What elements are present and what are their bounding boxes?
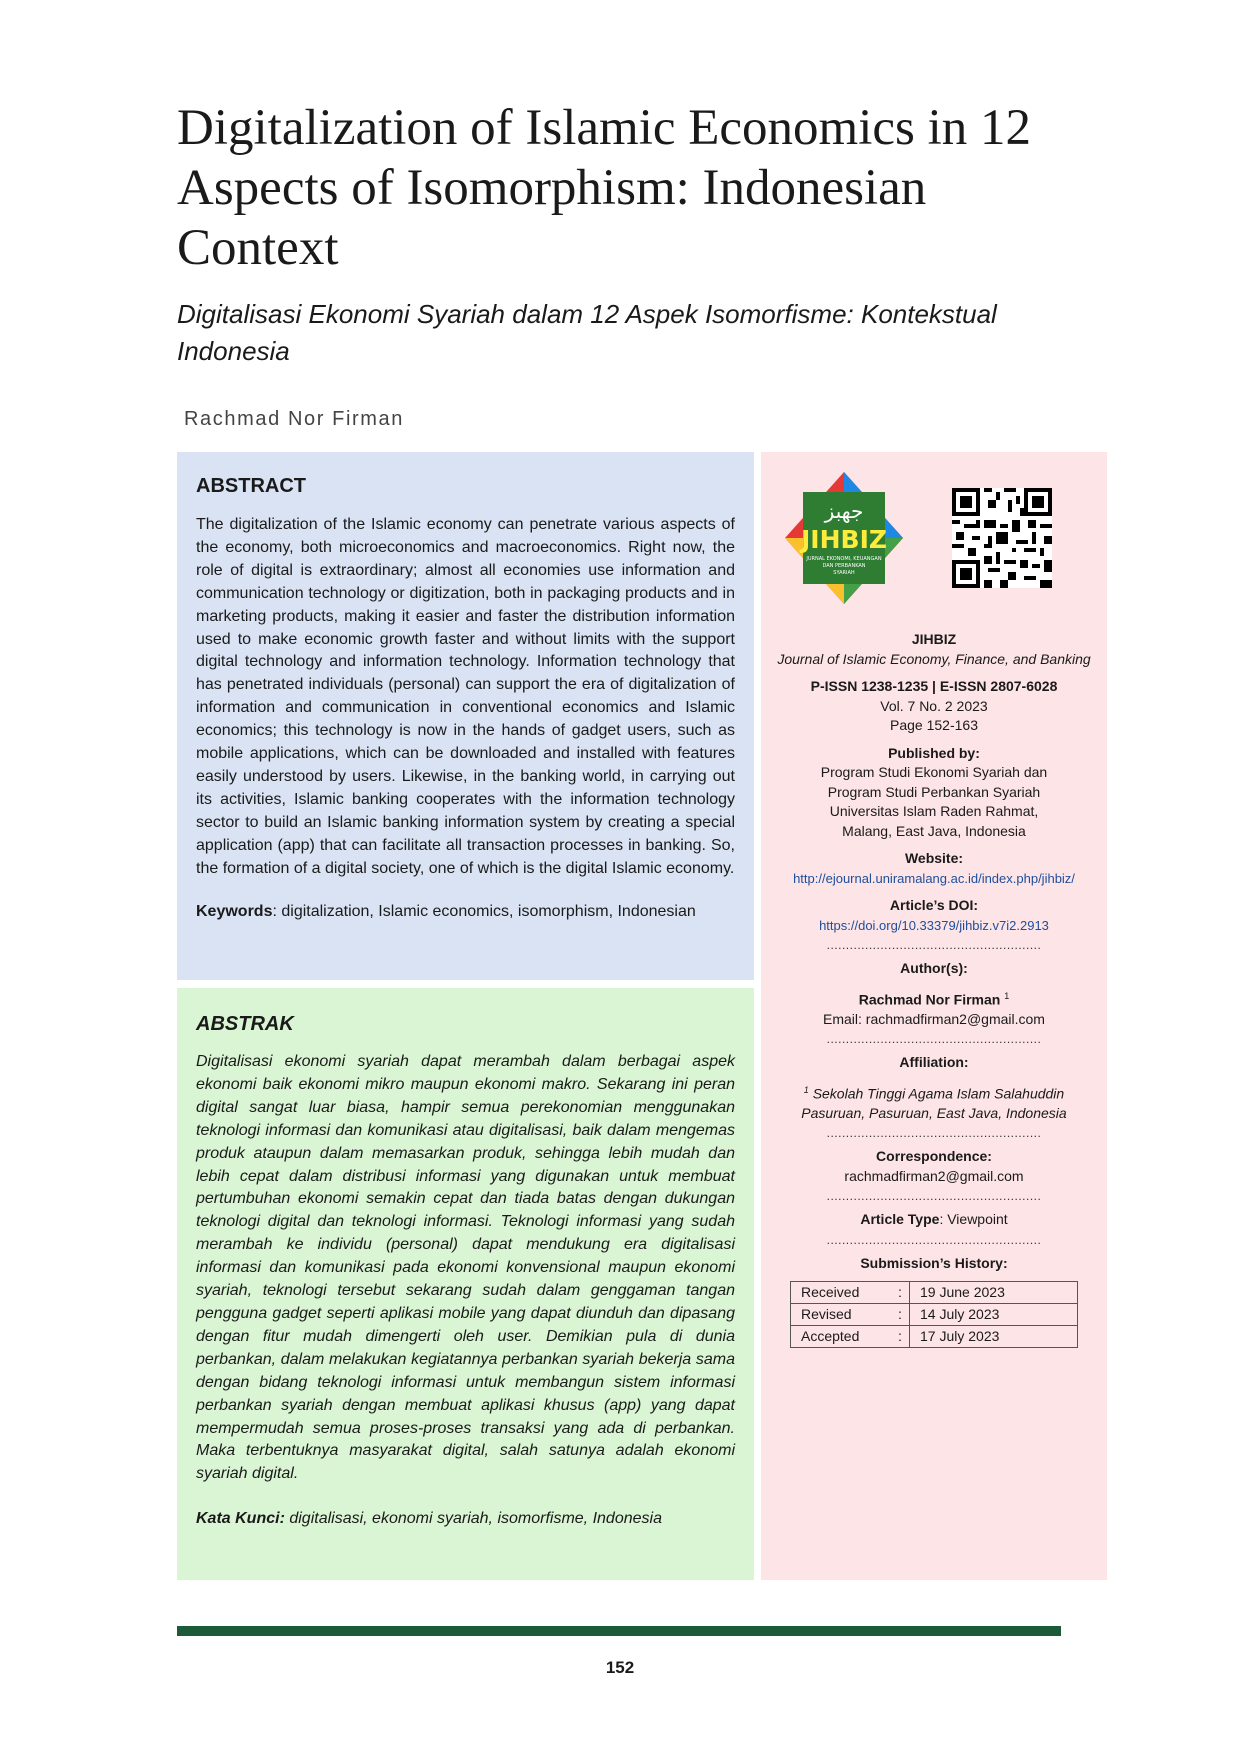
paper-title: Digitalization of Islamic Economics in 12 Aspects of Isomorphism: Indonesian Context [177,100,1032,276]
dotted-divider: ........................................................ [826,1032,1042,1047]
article-type-value: : Viewpoint [939,1211,1008,1228]
abstract-body: The digitalization of the Islamic economy can penetrate various aspects of the economy, both microeconomics and macroeconomics. Right now, the role of digital is extraordinary; almost all economies use information and communication technology or digitization, both in packaging products and in marketing products, making it easier and faster the distribution information used to make economic growth faster and without limits with the support digital technology and information technology. Information technology that has penetrated individuals (personal) can support the era of digitalization of information and communication in conventional economics and Islamic economics; this technology is now in the hands of gadget users, such as mobile applications, which can be downloaded and installed with features easily understood by users. Likewise, in the banking world, in carrying out its activities, Islamic banking cooperates with the information technology sector to build an Islamic banking information system by creating a special application (app) that can facilitate all transaction processes in banking. So, the formation of a digital society, one of which is the digital Islamic economy. [196,516,735,877]
history-event: Received [791,1282,892,1304]
author-superscript: 1 [1004,990,1010,1001]
doi-label: Article’s DOI: [889,897,979,913]
abstrak-body: Digitalisasi ekonomi syariah dapat merambah dalam berbagai aspek ekonomi baik ekonomi mikro maupun ekonomi makro. Sekarang ini peran digital sangat luar biasa, hampir semua perekonomian menggunakan teknologi informasi dan komunikasi atau digitalisasi, baik dalam mengemas produk ataupun dalam memasarkan produk, sehingga lebih mudah dan lebih cepat dalam distribusi informasi yang digunakan untuk membuat pertumbuhan ekonomi semakin cepat dan tiada batas dengan dukungan teknologi digital dan teknologi informasi. Teknologi informasi yang sudah merambah ke individu (personal) dapat mendukung era digitalisasi informasi dan komunikasi pada ekonomi konvensional maupun ekonomi syariah, teknologi tersebut sekarang sudah dalam genggaman tangan pengguna gadget seperti aplikasi mobile yang dapat diunduh dan dipasang dengan fitur mudah dimengerti oleh user. Demikian pula di dunia perbankan, dalam melakukan kegiatannya perbankan syariah bekerja sama dengan bidang teknologi informasi untuk membangun sistem informasi perbankan syariah dengan membuat aplikasi khusus (app) yang dapat mempermudah semua proses-proses transaksi yang ada di perbankan. Maka terbentuknya masyarakat digital, salah satunya adalah ekonomi syariah digital. [196,1053,735,1483]
submission-history-table [790,1281,1078,1348]
abstract-heading: ABSTRACT [196,475,306,497]
affiliation-superscript: 1 [803,1084,809,1095]
table-row [791,1304,1078,1326]
correspondence-label: Correspondence: [876,1148,992,1165]
dotted-divider: ........................................................ [826,1126,1042,1141]
doi-link[interactable]: https://doi.org/10.33379/jihbiz.v7i2.2913 [819,917,1049,933]
history-date: 19 June 2023 [910,1282,1078,1304]
history-event: Revised [791,1304,892,1326]
article-type [761,1210,1107,1230]
history-separator: : [891,1304,910,1326]
kata-kunci-label: Kata Kunci: [196,1510,285,1528]
volume: Vol. 7 No. 2 2023 [880,697,988,714]
journal-short-name: JIHBIZ [911,631,957,647]
logo-line-3: SYARIAH [833,570,855,576]
keywords-list: : digitalization, Islamic economics, isomorphism, Indonesian [272,902,696,920]
logo-arabic: جهبز [824,499,864,523]
correspondence-email: rachmadfirman2@gmail.com [844,1167,1024,1184]
author-email: Email: rachmadfirman2@gmail.com [823,1010,1045,1027]
logo-line-2: DAN PERBANKAN [822,563,866,569]
publisher-line-4: Malang, East Java, Indonesia [842,822,1026,839]
affiliation-line-1 [761,1081,1107,1104]
sidebar-author [761,987,1107,1010]
published-label: Published by: [888,744,980,761]
history-label: Submission’s History: [860,1254,1008,1271]
website-label: Website: [904,850,964,866]
history-event: Accepted [791,1326,892,1348]
history-separator: : [891,1282,910,1304]
jihbiz-logo [783,470,905,606]
table-row [791,1282,1078,1304]
affiliation-label: Affiliation: [899,1054,969,1071]
history-date: 14 July 2023 [910,1304,1078,1326]
abstract-indonesian [177,988,754,1580]
page-number: 152 [605,1658,635,1677]
website-link[interactable]: http://ejournal.uniramalang.ac.id/index.php/jihbiz/ [793,870,1075,886]
sidebar-author-name: Rachmad Nor Firman [858,991,1001,1008]
journal-info [761,630,1107,1348]
affiliation-line-2: Pasuruan, Pasuruan, East Java, Indonesia [801,1104,1067,1121]
abstrak-heading: ABSTRAK [196,1013,294,1035]
dotted-divider: ........................................................ [826,938,1042,952]
kata-kunci-list: digitalisasi, ekonomi syariah, isomorfisme, Indonesia [284,1510,662,1528]
journal-full-name: Journal of Islamic Economy, Finance, and Banking [777,650,1091,667]
history-date: 17 July 2023 [910,1326,1078,1348]
issn: P-ISSN 1238-1235 | E-ISSN 2807-6028 [810,678,1058,694]
affiliation-text-1: Sekolah Tinggi Agama Islam Salahuddin [812,1085,1065,1102]
kata-kunci [196,1508,735,1530]
footer-divider-bar [177,1626,1061,1636]
pages: Page 152-163 [890,717,978,733]
publisher-line-3: Universitas Islam Raden Rahmat, [829,803,1039,819]
paper-subtitle: Digitalisasi Ekonomi Syariah dalam 12 Aspek Isomorfisme: Kontekstual Indonesia [177,299,997,366]
dotted-divider: ........................................................ [826,1232,1042,1247]
logo-name: JIHBIZ [800,525,888,554]
history-separator: : [891,1326,910,1348]
publisher-line-1: Program Studi Ekonomi Syariah dan [820,764,1048,780]
dotted-divider: ........................................................ [826,1189,1042,1204]
keywords-label: Keywords [196,902,273,920]
article-type-label: Article Type [860,1211,940,1228]
qr-code [952,488,1052,588]
abstract-english [177,452,754,980]
publisher-line-2: Program Studi Perbankan Syariah [827,783,1041,800]
logo-line-1: JURNAL EKONOMI, KEUANGAN [806,556,882,562]
author-name: Rachmad Nor Firman [184,408,404,430]
journal-info-sidebar [761,452,1107,1580]
table-row [791,1326,1078,1348]
keywords [196,901,735,923]
authors-label: Author(s): [900,960,968,976]
